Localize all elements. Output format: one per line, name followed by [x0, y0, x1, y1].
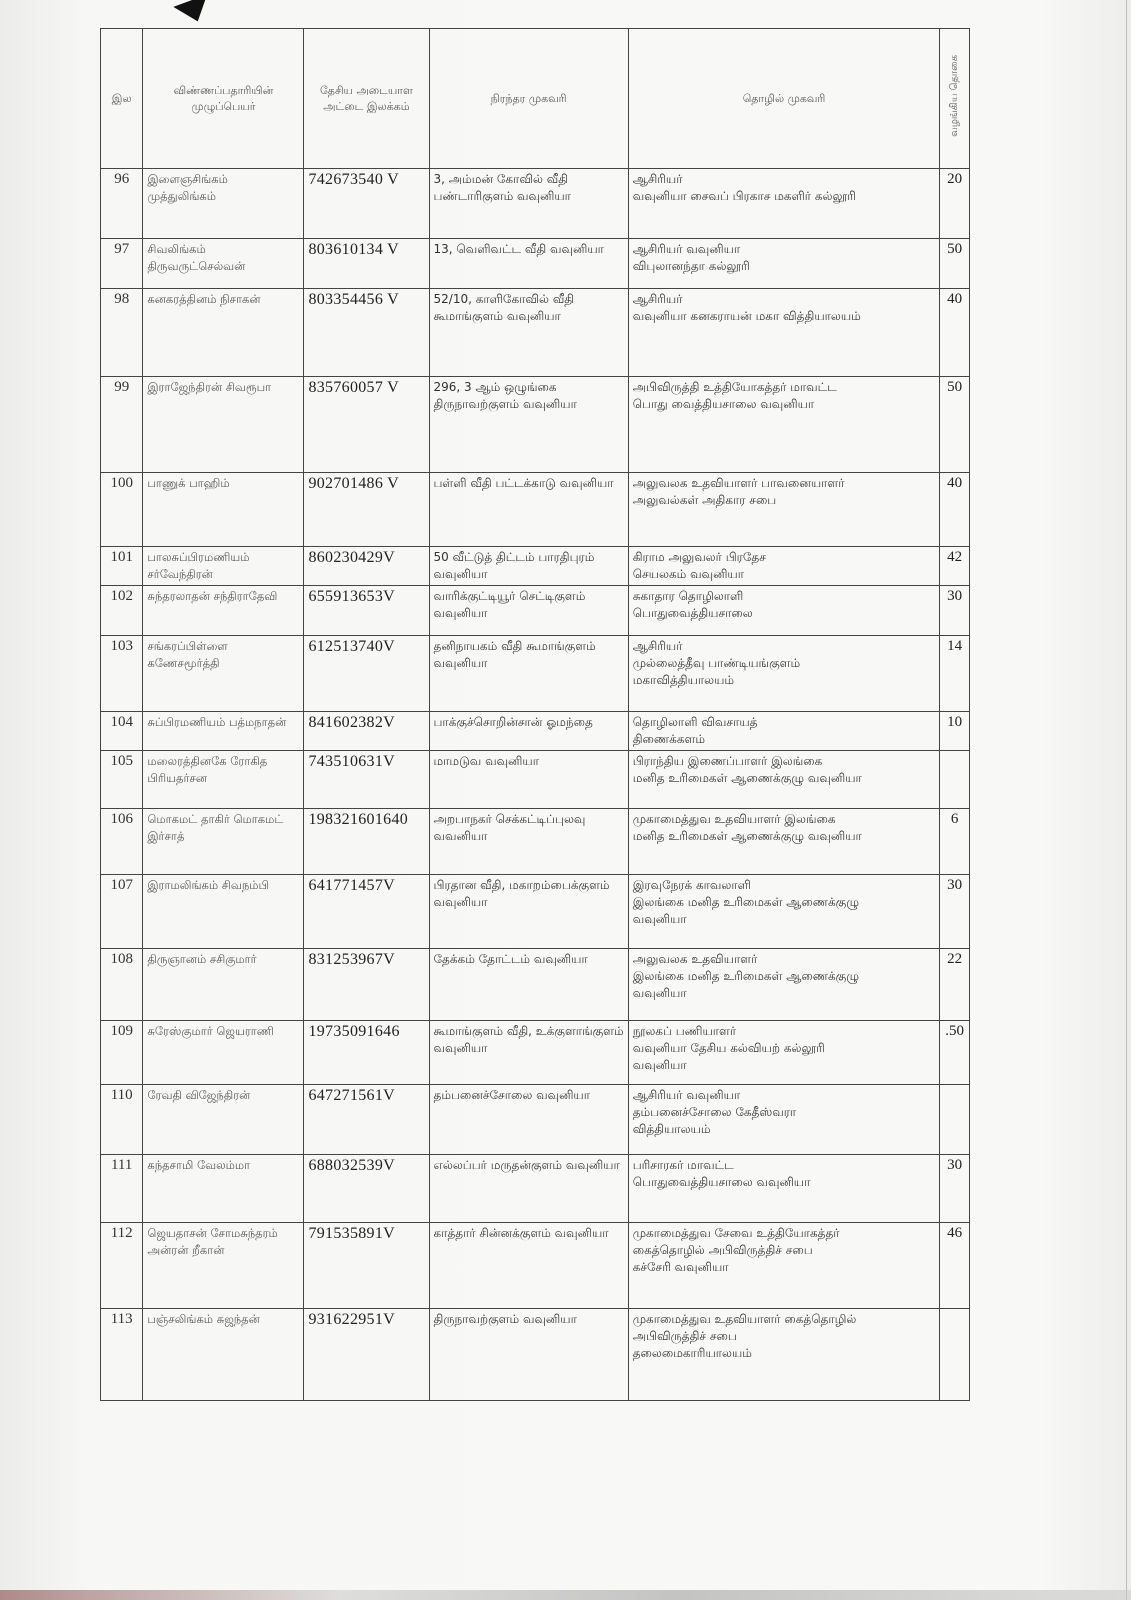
amount-value [940, 377, 970, 473]
table-row [101, 547, 970, 586]
applicant-name [143, 1223, 304, 1309]
nic-number [304, 949, 429, 1021]
nic-number [304, 473, 429, 547]
permanent-address [429, 586, 628, 636]
amount-value [940, 1155, 970, 1223]
row-number [101, 1223, 143, 1309]
nic-number [304, 1309, 429, 1401]
row-number-text: 98 [114, 291, 130, 307]
applicant-name-text: திருஞானம் சசிகுமார் [147, 952, 257, 966]
bottom-scan-edge [0, 1590, 1131, 1600]
amount-value [940, 1021, 970, 1085]
work-address-text: தொழிலாளி விவசாயத் திணைக்களம் [632, 715, 758, 746]
permanent-address-text: பள்ளி வீதி பட்டக்காடு வவுனியா [433, 476, 614, 490]
nic-number-text: 655913653V [308, 588, 396, 605]
applicant-name [143, 377, 304, 473]
row-number [101, 547, 143, 586]
nic-number [304, 712, 429, 751]
table-row [101, 586, 970, 636]
row-number-text: 111 [110, 1157, 133, 1173]
work-address-text: சுகாதார தொழிலாளி பொதுவைத்தியசாலை [632, 589, 753, 620]
amount-value-text: 22 [947, 951, 963, 967]
header-address: நிரந்தர முகவரி [429, 29, 628, 169]
row-number-text: 106 [110, 811, 133, 827]
nic-number-text: 198321601640 [308, 811, 409, 828]
work-address [628, 547, 940, 586]
applicant-name-text: சுரேஸ்குமார் ஜெயராணி [147, 1024, 274, 1038]
nic-number [304, 586, 429, 636]
work-address [628, 1309, 940, 1401]
applicant-name [143, 1021, 304, 1085]
applicant-name [143, 1309, 304, 1401]
permanent-address-text: 296, 3 ஆம் ஒழுங்கை திருநாவற்குளம் வவுனியா [433, 380, 577, 411]
nic-number-text: 803354456 V [308, 291, 400, 308]
nic-number-text: 688032539V [308, 1157, 396, 1174]
nic-number-text: 742673540 V [308, 171, 400, 188]
row-number [101, 875, 143, 949]
permanent-address [429, 239, 628, 289]
header-work: தொழில் முகவரி [628, 29, 940, 169]
table-row [101, 1155, 970, 1223]
work-address-text: இரவுநேரக் காவலாளி இலங்கை மனித உரிமைகள் ஆணைக்குழு வவுனியா [632, 878, 860, 926]
work-address-text: பரிசாரகர் மாவட்ட பொதுவைத்தியசாலை வவுனியா [632, 1158, 811, 1189]
work-address [628, 1085, 940, 1155]
nic-number-text: 835760057 V [308, 379, 400, 396]
applicant-name [143, 751, 304, 809]
nic-number-text: 902701486 V [308, 475, 400, 492]
amount-value-text: 30 [947, 877, 963, 893]
nic-number [304, 1223, 429, 1309]
row-number [101, 712, 143, 751]
nic-number-text: 860230429V [308, 549, 396, 566]
applicant-name [143, 712, 304, 751]
applicant-name [143, 636, 304, 712]
work-address-text: ஆசிரியர் வவுனியா சைவப் பிரகாச மகளிர் கல்லூரி [632, 172, 856, 203]
applicant-name [143, 473, 304, 547]
row-number [101, 809, 143, 875]
applicant-name-text: கந்தசாமி வேலம்மா [147, 1158, 251, 1172]
amount-value [940, 875, 970, 949]
amount-value-text: 50 [947, 379, 963, 395]
row-number [101, 1021, 143, 1085]
amount-value-text: 40 [947, 291, 963, 307]
permanent-address [429, 473, 628, 547]
row-number [101, 1309, 143, 1401]
permanent-address [429, 636, 628, 712]
applicant-name [143, 809, 304, 875]
row-number [101, 586, 143, 636]
permanent-address-text: 50 வீட்டுத் திட்டம் பாரதிபுரம் வவுனியா [433, 550, 595, 581]
work-address-text: அலுவலக உதவியாளர் இலங்கை மனித உரிமைகள் ஆணைக்குழு வவுனியா [632, 952, 860, 1000]
permanent-address [429, 289, 628, 377]
amount-value [940, 636, 970, 712]
applicant-name [143, 1155, 304, 1223]
table-row [101, 875, 970, 949]
nic-number-text: 803610134 V [308, 241, 400, 258]
table-row [101, 1021, 970, 1085]
header-amount [940, 29, 970, 169]
work-address [628, 169, 940, 239]
applicant-name-text: பாணுக் பாஹிம் [147, 476, 230, 490]
row-number-text: 103 [110, 638, 133, 654]
applicant-name-text: இளைஞசிங்கம் முத்துலிங்கம் [147, 172, 228, 203]
amount-value [940, 1085, 970, 1155]
permanent-address-text: தனிநாயகம் வீதி கூமாங்குளம் வவுனியா [433, 639, 596, 670]
amount-value [940, 239, 970, 289]
permanent-address-text: அறபாநகர் செக்கட்டிப்புலவு வவனியா [433, 812, 586, 843]
row-number [101, 473, 143, 547]
applicant-name [143, 239, 304, 289]
permanent-address [429, 547, 628, 586]
nic-number-text: 612513740V [308, 638, 396, 655]
amount-value-text: 30 [947, 588, 963, 604]
row-number [101, 239, 143, 289]
corner-mark [173, 0, 214, 27]
header-name: விண்ணப்பதாரியின் முழுப்பெயர் [143, 29, 304, 169]
table-row [101, 377, 970, 473]
applicant-name-text: கனகரத்தினம் நிசாகன் [147, 292, 261, 306]
applicant-name [143, 586, 304, 636]
permanent-address [429, 1309, 628, 1401]
nic-number [304, 1155, 429, 1223]
amount-value [940, 809, 970, 875]
amount-value-text: 6 [950, 811, 959, 827]
applicant-name [143, 875, 304, 949]
amount-value-text: 40 [947, 475, 963, 491]
work-address [628, 1155, 940, 1223]
row-number-text: 97 [114, 241, 130, 257]
applicant-name-text: இராமலிங்கம் சிவநம்பி [147, 878, 269, 892]
work-address [628, 751, 940, 809]
permanent-address [429, 712, 628, 751]
table-row [101, 289, 970, 377]
permanent-address-text: மாமடுவ வவுனியா [433, 754, 539, 768]
nic-number [304, 377, 429, 473]
permanent-address [429, 169, 628, 239]
table-row [101, 712, 970, 751]
table-row [101, 473, 970, 547]
permanent-address-text: வாரிக்குட்டியூர் செட்டிகுளம் வவுனியா [433, 589, 586, 620]
work-address [628, 473, 940, 547]
table-row [101, 239, 970, 289]
table-row [101, 169, 970, 239]
amount-value [940, 547, 970, 586]
permanent-address-text: கூமாங்குளம் வீதி, உக்குளாங்குளம் வவுனியா [433, 1024, 624, 1055]
permanent-address [429, 949, 628, 1021]
table-row [101, 751, 970, 809]
row-number-text: 104 [110, 714, 133, 730]
permanent-address [429, 875, 628, 949]
permanent-address [429, 1021, 628, 1085]
nic-number-text: 841602382V [308, 714, 396, 731]
work-address-text: முகாமைத்துவ சேவை உத்தியோகத்தர் கைத்தொழில் அபிவிருத்திச் சபை கச்சேரி வவுனியா [632, 1226, 840, 1274]
permanent-address-text: தேக்கம் தோட்டம் வவுனியா [433, 952, 588, 966]
permanent-address-text: 13, வெளிவட்ட வீதி வவுனியா [433, 242, 604, 256]
table-row [101, 949, 970, 1021]
applicant-name-text: இராஜேந்திரன் சிவரூபா [147, 380, 272, 394]
permanent-address-text: எல்லப்பர் மருதன்குளம் வவுனியா [433, 1158, 620, 1172]
work-address [628, 949, 940, 1021]
work-address [628, 586, 940, 636]
applicant-name [143, 1085, 304, 1155]
table-row [101, 1223, 970, 1309]
work-address-text: முகாமைத்துவ உதவியாளர் இலங்கை மனித உரிமைகள் ஆணைக்குழு வவுனியா [632, 812, 862, 843]
permanent-address-text: பிரதான வீதி, மகாறம்பைக்குளம் வவுனியா [433, 878, 610, 909]
work-address [628, 1021, 940, 1085]
permanent-address-text: 52/10, காளிகோவில் வீதி கூமாங்குளம் வவுனியா [433, 292, 575, 323]
row-number [101, 751, 143, 809]
amount-value-text: 50 [947, 241, 963, 257]
permanent-address [429, 809, 628, 875]
header-amount-label: வழங்கிய தொகை [948, 55, 960, 137]
permanent-address [429, 377, 628, 473]
permanent-address [429, 1085, 628, 1155]
table-row [101, 1085, 970, 1155]
nic-number [304, 547, 429, 586]
nic-number [304, 1021, 429, 1085]
work-address [628, 875, 940, 949]
row-number-text: 99 [114, 379, 130, 395]
row-number-text: 100 [110, 475, 133, 491]
work-address [628, 289, 940, 377]
amount-value [940, 586, 970, 636]
row-number-text: 102 [110, 588, 133, 604]
row-number-text: 110 [110, 1087, 133, 1103]
work-address-text: பிராந்திய இணைப்பாளர் இலங்கை மனித உரிமைகள் ஆணைக்குழு வவுனியா [632, 754, 862, 785]
permanent-address [429, 1223, 628, 1309]
applicant-name-text: சிவலிங்கம் திருவருட்செல்வன் [147, 242, 246, 273]
applicant-name-text: சங்கரப்பிள்ளை கணேசமூர்த்தி [147, 639, 228, 670]
row-number-text: 105 [110, 753, 133, 769]
work-address [628, 809, 940, 875]
applicant-name [143, 169, 304, 239]
applicant-name-text: மலைரத்தினகே ரோகித பிரியதர்சன [147, 754, 268, 785]
row-number-text: 101 [110, 549, 133, 565]
row-number-text: 109 [110, 1023, 133, 1039]
amount-value [940, 289, 970, 377]
page-edge [1126, 0, 1127, 1600]
header-no: இல [101, 29, 143, 169]
applicant-name [143, 289, 304, 377]
amount-value-text: 20 [947, 171, 963, 187]
amount-value-text: 42 [947, 549, 963, 565]
nic-number-text: 931622951V [308, 1311, 396, 1328]
amount-value-text: .50 [945, 1023, 965, 1039]
row-number [101, 1155, 143, 1223]
nic-number [304, 809, 429, 875]
amount-value-text: 46 [947, 1225, 963, 1241]
applicant-name [143, 949, 304, 1021]
nic-number-text: 647271561V [308, 1087, 396, 1104]
work-address [628, 1223, 940, 1309]
amount-value-text: 10 [947, 714, 963, 730]
work-address [628, 239, 940, 289]
applicant-name-text: ஜெயதாசன் சோமசுந்தரம் அன்ரன் றீகான் [147, 1226, 278, 1257]
row-number [101, 289, 143, 377]
amount-value [940, 473, 970, 547]
work-address-text: ஆசிரியர் வவுனியா கனகராயன் மகா வித்தியாலயம் [632, 292, 861, 323]
registry-table [100, 28, 970, 1401]
amount-value [940, 949, 970, 1021]
row-number-text: 107 [110, 877, 133, 893]
amount-value [940, 751, 970, 809]
nic-number-text: 19735091646 [308, 1023, 400, 1040]
amount-value [940, 1223, 970, 1309]
nic-number [304, 169, 429, 239]
permanent-address-text: திருநாவற்குளம் வவுனியா [433, 1312, 577, 1326]
nic-number-text: 791535891V [308, 1225, 396, 1242]
nic-number [304, 751, 429, 809]
work-address [628, 636, 940, 712]
header-nic: தேசிய அடையாள அட்டை இலக்கம் [304, 29, 429, 169]
amount-value [940, 169, 970, 239]
nic-number-text: 641771457V [308, 877, 396, 894]
applicant-name-text: பாலசுப்பிரமணியம் சர்வேந்திரன் [147, 550, 250, 581]
nic-number [304, 1085, 429, 1155]
permanent-address [429, 1155, 628, 1223]
permanent-address-text: காத்தார் சின்னக்குளம் வவுனியா [433, 1226, 609, 1240]
header-row [101, 29, 970, 169]
work-address-text: ஆசிரியர் வவுனியா தம்பனைச்சோலை கேதீஸ்வரா வித்தியாலயம் [632, 1088, 797, 1136]
table-row [101, 636, 970, 712]
applicant-name-text: சுந்தரலாதன் சந்திராதேவி [147, 589, 278, 603]
applicant-name [143, 547, 304, 586]
nic-number [304, 289, 429, 377]
work-address-text: கிராம அலுவலர் பிரதேச செயலகம் வவுனியா [632, 550, 766, 581]
row-number-text: 112 [110, 1225, 133, 1241]
applicant-name-text: சுப்பிரமணியம் பத்மநாதன் [147, 715, 287, 729]
amount-value-text: 14 [947, 638, 963, 654]
row-number [101, 636, 143, 712]
nic-number [304, 875, 429, 949]
row-number [101, 949, 143, 1021]
work-address [628, 712, 940, 751]
amount-value-text: 30 [947, 1157, 963, 1173]
work-address-text: அலுவலக உதவியாளர் பாவனையாளர் அலுவல்கள் அதிகார சபை [632, 476, 845, 507]
table-row [101, 1309, 970, 1401]
row-number [101, 169, 143, 239]
row-number [101, 1085, 143, 1155]
table-body [101, 169, 970, 1401]
nic-number-text: 831253967V [308, 951, 396, 968]
applicant-name-text: மொகமட் தாகிர் மொகமட் இர்சாத் [147, 812, 284, 843]
row-number [101, 377, 143, 473]
work-address-text: ஆசிரியர் வவுனியா விபுலானந்தா கல்லூரி [632, 242, 750, 273]
applicant-name-text: ரேவதி விஜேந்திரன் [147, 1088, 251, 1102]
amount-value [940, 1309, 970, 1401]
row-number-text: 113 [110, 1311, 133, 1327]
permanent-address [429, 751, 628, 809]
work-address-text: நூலகப் பணியாளர் வவுனியா தேசிய கல்வியற் கல்லூரி வவுனியா [632, 1024, 825, 1072]
nic-number-text: 743510631V [308, 753, 396, 770]
applicant-name-text: பஞ்சலிங்கம் சுஜந்தன் [147, 1312, 260, 1326]
work-address-text: அபிவிருத்தி உத்தியோகத்தர் மாவட்ட பொது வைத்தியசாலை வவுனியா [632, 380, 837, 411]
amount-value [940, 712, 970, 751]
table-row [101, 809, 970, 875]
permanent-address-text: பாக்குச்சொறின்சான் ஓமந்தை [433, 715, 593, 729]
row-number-text: 96 [114, 171, 130, 187]
work-address [628, 377, 940, 473]
row-number-text: 108 [110, 951, 133, 967]
permanent-address-text: தம்பனைச்சோலை வவுனியா [433, 1088, 590, 1102]
work-address-text: ஆசிரியர் முல்லைத்தீவு பாண்டியங்குளம் மகாவித்தியாலயம் [632, 639, 801, 687]
permanent-address-text: 3, அம்மன் கோவில் வீதி பண்டாரிகுளம் வவுனியா [433, 172, 571, 203]
work-address-text: முகாமைத்துவ உதவியாளர் கைத்தொழில் அபிவிருத்திச் சபை தலைமைகாரியாலயம் [632, 1312, 857, 1360]
nic-number [304, 239, 429, 289]
nic-number [304, 636, 429, 712]
